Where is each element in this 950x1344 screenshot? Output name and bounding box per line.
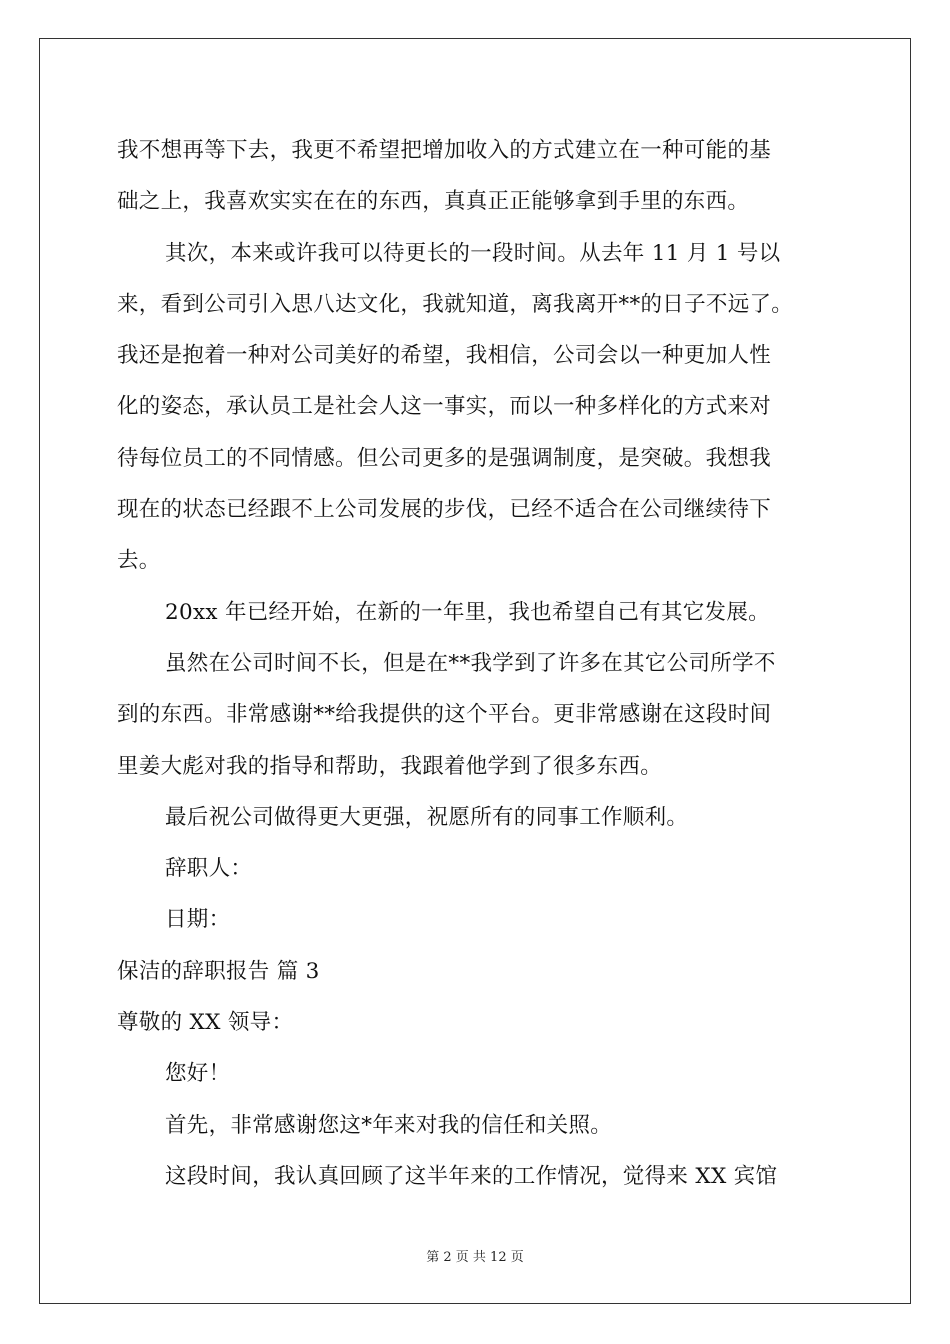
text-line: 去。 [117, 548, 161, 574]
text-line: 最后祝公司做得更大更强，祝愿所有的同事工作顺利。 [165, 804, 689, 830]
text-line: 我不想再等下去，我更不希望把增加收入的方式建立在一种可能的基 [117, 138, 772, 163]
text-line: 里姜大彪对我的指导和帮助，我跟着他学到了很多东西。 [117, 753, 663, 779]
text-line: 首先，非常感谢您这*年来对我的信任和关照。 [165, 1112, 613, 1138]
text-line: 这段时间，我认真回顾了这半年来的工作情况，觉得来 XX 宾馆 [165, 1163, 778, 1189]
text-line: 来，看到公司引入思八达文化，我就知道，离我离开**的日子不远了。 [117, 291, 794, 317]
text-line: 我还是抱着一种对公司美好的希望，我相信，公司会以一种更加人性 [117, 343, 772, 369]
text-line: 现在的状态已经跟不上公司发展的步伐，已经不适合在公司继续待下 [117, 497, 772, 523]
text-line: 虽然在公司时间不长，但是在**我学到了许多在其它公司所学不 [165, 650, 776, 676]
page-footer: 第 2 页 共 12 页 [426, 1250, 524, 1265]
text-line: 辞职人： [165, 856, 253, 882]
text-line: 待每位员工的不同情感。但公司更多的是强调制度，是突破。我想我 [117, 445, 772, 471]
text-line: 其次，本来或许我可以待更长的一段时间。从去年 11 月 1 号以 [165, 240, 781, 266]
text-line: 化的姿态，承认员工是社会人这一事实，而以一种多样化的方式来对 [117, 394, 772, 420]
text-line: 您好！ [165, 1061, 231, 1087]
text-line: 尊敬的 XX 领导： [117, 1010, 294, 1036]
text-line: 到的东西。非常感谢**给我提供的这个平台。更非常感谢在这段时间 [117, 702, 772, 728]
document-body [117, 125, 837, 1202]
text-line: 20xx 年已经开始，在新的一年里，我也希望自己有其它发展。 [165, 599, 770, 625]
text-line: 日期： [165, 907, 231, 933]
text-line: 保洁的辞职报告 篇 3 [117, 958, 320, 984]
text-line: 础之上，我喜欢实实在在的东西，真真正正能够拿到手里的东西。 [117, 189, 750, 215]
